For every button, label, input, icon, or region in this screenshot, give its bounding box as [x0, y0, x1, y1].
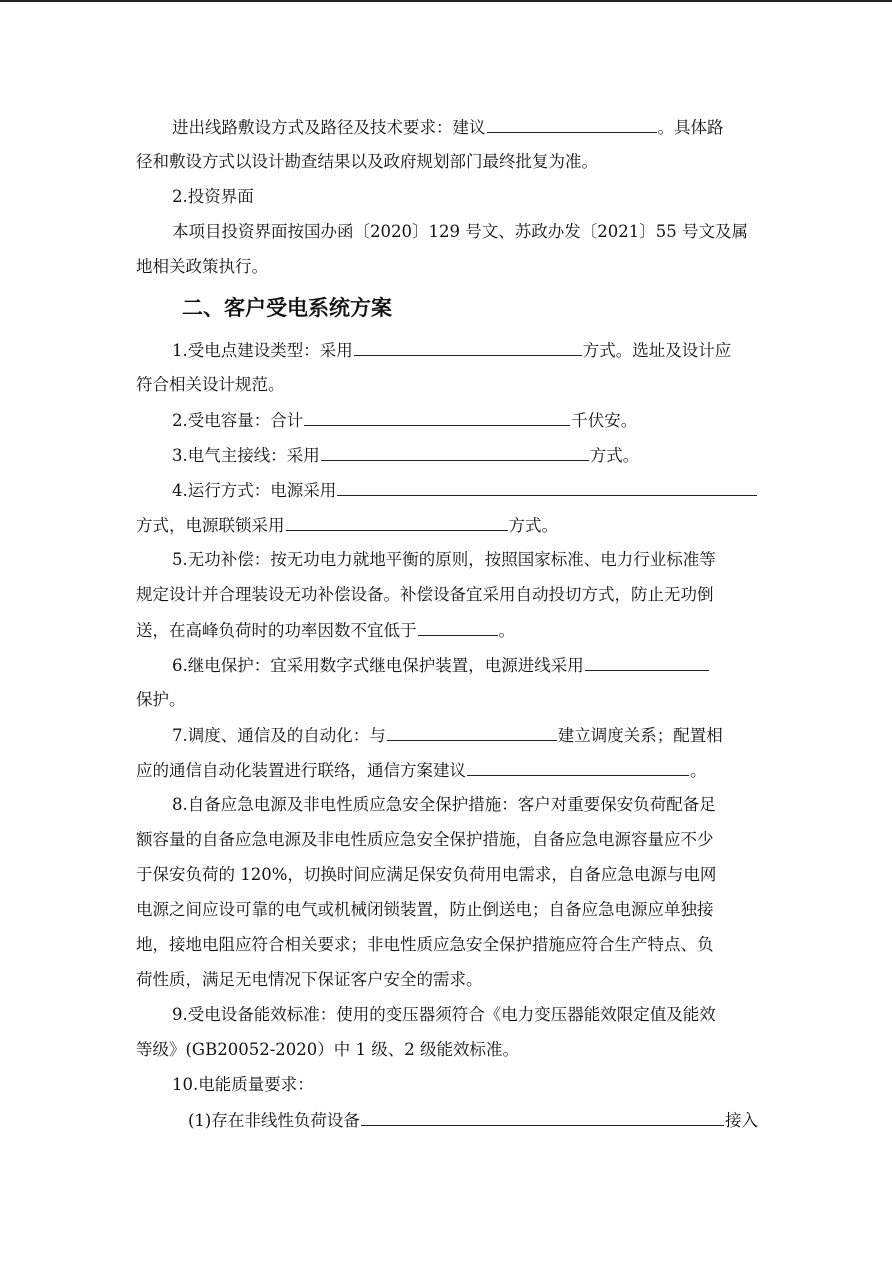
investment-interface-line-1: 本项目投资界面按国办函〔2020〕129 号文、苏政办发〔2021〕55 号文及属 [172, 222, 748, 241]
text: 建立调度关系；配置相 [557, 726, 723, 745]
route-requirements-line-1 [136, 116, 758, 139]
text: 进出线路敷设方式及路径及技术要求：建议 [172, 118, 486, 137]
item-7-line-2 [136, 759, 758, 782]
investment-interface-title: 2.投资界面 [172, 187, 254, 206]
route-suggestion-blank[interactable] [487, 116, 657, 133]
item-8-line-5: 地，接地电阻应符合相关要求；非电性质应急安全保护措施应符合生产特点、负 [136, 935, 714, 954]
text: 3.电气主接线：采用 [172, 446, 320, 465]
item-9-line-2: 等级》(GB20052-2020）中 1 级、2 级能效标准。 [136, 1040, 520, 1059]
item-8-line-6: 荷性质，满足无电情况下保证客户安全的需求。 [136, 970, 483, 989]
text: 2.受电容量：合计 [172, 411, 304, 430]
text: 1.受电点建设类型：采用 [172, 341, 353, 360]
page-top-border [0, 0, 892, 2]
item-5-line-1: 5.无功补偿：按无功电力就地平衡的原则，按照国家标准、电力行业标准等 [172, 550, 716, 569]
item-10-1-line [136, 1109, 758, 1132]
text: (1)存在非线性负荷设备 [188, 1111, 360, 1130]
power-source-blank[interactable] [337, 479, 757, 496]
text: 7.调度、通信及的自动化：与 [172, 726, 386, 745]
item-6-line-1 [136, 654, 758, 677]
text: 送，在高峰负荷时的功率因数不宜低于 [136, 621, 417, 640]
text: 4.运行方式：电源采用 [172, 481, 337, 500]
text: 应的通信自动化装置进行联络，通信方案建议 [136, 761, 466, 780]
item-8-line-1: 8.自备应急电源及非电性质应急安全保护措施：客户对重要保安负荷配备足 [172, 795, 716, 814]
text: 。 [498, 621, 515, 640]
item-1-line-2: 符合相关设计规范。 [136, 375, 285, 394]
text: 方式，电源联锁采用 [136, 516, 285, 535]
power-factor-blank[interactable] [418, 619, 498, 636]
item-3-line [136, 444, 758, 467]
item-6-line-2: 保护。 [136, 690, 186, 709]
route-requirements-line-2: 径和敷设方式以设计勘查结果以及政府规划部门最终批复为准。 [136, 152, 598, 171]
capacity-blank[interactable] [304, 409, 570, 426]
item-8-line-2: 额容量的自备应急电源及非电性质应急安全保护措施，自备应急电源容量应不少 [136, 830, 714, 849]
item-4-line-2 [136, 514, 758, 537]
item-10-title: 10.电能质量要求： [172, 1075, 314, 1094]
dispatch-blank[interactable] [387, 724, 557, 741]
text: 。 [690, 761, 707, 780]
communication-blank[interactable] [467, 759, 689, 776]
nonlinear-load-blank[interactable] [361, 1109, 724, 1126]
item-4-line-1 [136, 479, 758, 502]
investment-interface-line-2: 地相关政策执行。 [136, 257, 268, 276]
text: 6.继电保护：宜采用数字式继电保护装置，电源进线采用 [172, 656, 584, 675]
item-8-line-4: 电源之间应设可靠的电气或机械闭锁装置，防止倒送电；自备应急电源应单独接 [136, 900, 714, 919]
item-1-line-1 [136, 339, 758, 362]
section-heading: 二、客户受电系统方案 [182, 296, 392, 320]
text: 接入 [725, 1111, 758, 1130]
text: 方式。 [508, 516, 558, 535]
text: 千伏安。 [571, 411, 638, 430]
interlock-blank[interactable] [286, 514, 508, 531]
item-8-line-3: 于保安负荷的 120%，切换时间应满足保安负荷用电需求，自备应急电源与电网 [136, 865, 717, 884]
text: 方式。 [589, 446, 640, 465]
main-wiring-blank[interactable] [321, 444, 589, 461]
item-7-line-1 [136, 724, 758, 747]
protection-blank[interactable] [585, 654, 709, 671]
construction-type-blank[interactable] [354, 339, 582, 356]
text: 。具体路 [657, 118, 724, 137]
item-9-line-1: 9.受电设备能效标准：使用的变压器须符合《电力变压器能效限定值及能效 [172, 1005, 716, 1024]
text: 方式。选址及设计应 [582, 341, 732, 360]
item-5-line-2: 规定设计并合理装设无功补偿设备。补偿设备宜采用自动投切方式，防止无功倒 [136, 585, 714, 604]
item-5-line-3 [136, 619, 758, 642]
item-2-line [136, 409, 758, 432]
